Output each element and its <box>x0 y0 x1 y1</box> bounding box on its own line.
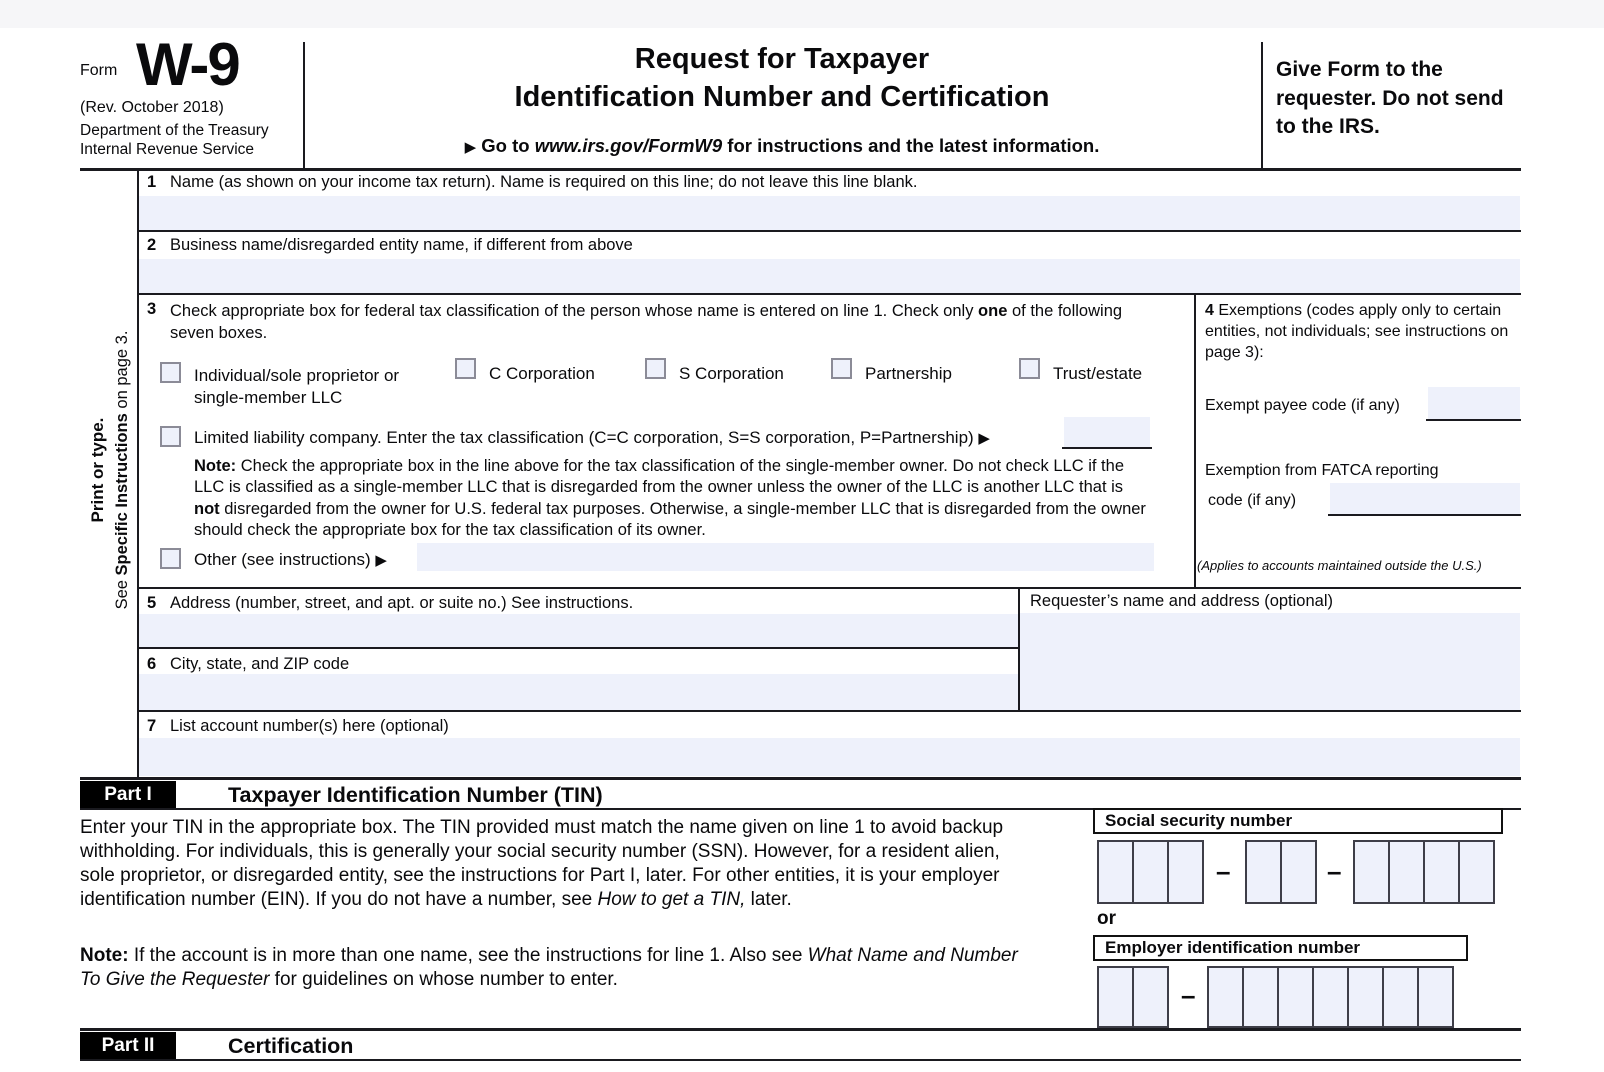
form-title-line1: Request for Taxpayer <box>634 43 930 75</box>
goto-arrow-icon: ▶ <box>464 139 477 156</box>
llc-classification-input[interactable] <box>1064 417 1150 447</box>
ssn-digit-cell[interactable] <box>1167 840 1204 904</box>
line3-label-pre: Check appropriate box for federal tax classification of the person whose name is entered on line 1. Check only <box>170 302 979 320</box>
line1-number: 1 <box>147 173 157 191</box>
llc-note-bold: Note: <box>194 457 237 475</box>
checkbox-other[interactable] <box>160 548 181 569</box>
part1-title: Taxpayer Identification Number (TIN) <box>228 783 603 807</box>
other-input[interactable] <box>417 543 1154 571</box>
checkbox-partnership[interactable] <box>831 358 852 379</box>
line7-number: 7 <box>147 717 157 735</box>
address-input[interactable] <box>139 614 1018 647</box>
line3-label-bold: one <box>978 302 1008 320</box>
line4-number: 4 <box>1205 302 1214 319</box>
checkbox-trust-estate-label: Trust/estate <box>1053 364 1143 383</box>
checkbox-s-corporation[interactable] <box>645 358 666 379</box>
ssn-dash-1: – <box>1216 856 1231 886</box>
ein-header-label: Employer identification number <box>1105 938 1361 957</box>
line7-label: List account number(s) here (optional) <box>170 717 449 735</box>
ssn-digit-cell[interactable] <box>1458 840 1495 904</box>
account-numbers-input[interactable] <box>139 738 1520 776</box>
line2-number: 2 <box>147 236 157 254</box>
ein-digit-cell[interactable] <box>1277 966 1314 1028</box>
line3-number: 3 <box>147 300 157 318</box>
llc-note <box>194 456 1149 541</box>
line5-label: Address (number, street, and apt. or suite no.) See instructions. <box>170 594 634 612</box>
part2-top-rule <box>80 1028 1521 1031</box>
ssn-digit-cell[interactable] <box>1097 840 1134 904</box>
part1-paragraph-seg2: later. <box>745 889 792 910</box>
part2-bottom-rule <box>80 1059 1521 1061</box>
checkbox-individual[interactable] <box>160 362 181 383</box>
line4-label <box>1205 300 1510 363</box>
ssn-digit-cell[interactable] <box>1280 840 1317 904</box>
form-number: W-9 <box>136 31 239 98</box>
part1-note-bold: Note: <box>80 945 129 966</box>
department-line: Department of the Treasury <box>80 122 269 139</box>
goto-pre: Go to <box>481 135 535 156</box>
line5-number: 5 <box>147 594 157 612</box>
part1-top-rule <box>80 777 1521 780</box>
line4-label-text: Exemptions (codes apply only to certain entities, not individuals; see instructions on page 3): <box>1205 302 1509 361</box>
ein-digit-cell[interactable] <box>1207 966 1244 1028</box>
ein-digit-cell[interactable] <box>1312 966 1349 1028</box>
part1-paragraph-italic: How to get a TIN, <box>597 889 746 910</box>
or-label: or <box>1097 908 1116 929</box>
sidebar-instructions-line <box>110 170 134 770</box>
exempt-payee-underline <box>1426 419 1521 421</box>
fatca-label-1: Exemption from FATCA reporting <box>1205 462 1439 479</box>
checkbox-trust-estate[interactable] <box>1019 358 1040 379</box>
business-name-input[interactable] <box>139 259 1520 293</box>
ssn-group-1 <box>1097 840 1204 904</box>
checkbox-individual-label <box>194 365 399 409</box>
part2-title: Certification <box>228 1034 354 1058</box>
line5-rule <box>137 647 1019 649</box>
line5-top-rule <box>137 587 1521 589</box>
line1-rule <box>137 230 1521 232</box>
requester-label: Requester’s name and address (optional) <box>1030 592 1333 610</box>
header-divider-right <box>1261 42 1263 170</box>
line3-label <box>170 300 1170 344</box>
requester-input[interactable] <box>1020 613 1520 710</box>
form-title-line2: Identification Number and Certification <box>514 81 1050 113</box>
ein-dash: – <box>1181 980 1196 1010</box>
llc-note-seg1: Check the appropriate box in the line above for the tax classification of the single-member owner. Do not check LLC if the LLC is classified as a single-member LLC that is disregarded from the owner unless the owner of the LLC is another LLC that is <box>194 457 1124 497</box>
other-label-text: Other (see instructions) <box>194 550 376 569</box>
part1-badge: Part I <box>80 781 176 808</box>
sidebar-specific-instructions: Specific Instructions <box>113 413 131 576</box>
ein-digit-cell[interactable] <box>1097 966 1134 1028</box>
name-input[interactable] <box>139 196 1520 230</box>
form-revision: (Rev. October 2018) <box>80 99 224 116</box>
sidebar-on-page: on page 3. <box>113 330 131 414</box>
line1-label: Name (as shown on your income tax return). Name is required on this line; do not leave this line blank. <box>170 173 918 191</box>
ssn-digit-cell[interactable] <box>1423 840 1460 904</box>
other-label <box>194 550 387 570</box>
part1-paragraph-seg1: Enter your TIN in the appropriate box. The TIN provided must match the name given on line 1 to avoid backup withholding. For individuals, this is generally your social security number (SSN). However, for a resident alien, sole proprietor, or disregarded entity, see the instructions for Part I, later. For other entities, it is your employer identification number (EIN). If you do not have a number, see <box>80 817 1004 910</box>
form-word: Form <box>80 62 118 79</box>
llc-note-bold2: not <box>194 499 220 518</box>
part1-note-seg2: for guidelines on whose number to enter. <box>269 969 618 990</box>
goto-post: for instructions and the latest information. <box>722 135 1100 156</box>
part1-note-italic: What Name and Number To Give the Requester <box>80 945 1018 990</box>
line2-rule <box>137 293 1521 295</box>
print-or-type-sidebar <box>86 170 138 770</box>
part2-badge: Part II <box>80 1032 176 1059</box>
line6-label: City, state, and ZIP code <box>170 655 350 673</box>
applies-note: (Applies to accounts maintained outside the U.S.) <box>1197 558 1482 573</box>
ssn-group-3 <box>1353 840 1495 904</box>
ein-group-2 <box>1207 966 1454 1028</box>
line6-number: 6 <box>147 655 157 673</box>
checkbox-individual-label-2: single-member LLC <box>194 388 343 407</box>
checkbox-c-corporation[interactable] <box>455 358 476 379</box>
llc-label-text: Limited liability company. Enter the tax classification (C=C corporation, S=S corporation, P=Partnership) <box>194 428 979 447</box>
line6-rule <box>137 710 1521 712</box>
ein-digit-cell[interactable] <box>1417 966 1454 1028</box>
ein-group-1 <box>1097 966 1169 1028</box>
part1-note <box>80 944 1035 992</box>
ssn-dash-2: – <box>1327 856 1342 886</box>
fatca-label-2: code (if any) <box>1208 492 1297 509</box>
line3-label-post: of the following seven boxes. <box>170 302 1123 342</box>
ein-digit-cell[interactable] <box>1347 966 1384 1028</box>
llc-note-seg2: disregarded from the owner for U.S. federal tax purposes. Otherwise, a single-member LLC that is disregarded from the owner should check the appropriate box for the tax classification of its owner. <box>194 499 1146 539</box>
ein-digit-cell[interactable] <box>1382 966 1419 1028</box>
checkbox-individual-label-1: Individual/sole proprietor or <box>194 366 400 385</box>
checkbox-llc[interactable] <box>160 426 181 447</box>
llc-arrow-icon: ▶ <box>978 430 990 447</box>
ssn-digit-cell[interactable] <box>1353 840 1390 904</box>
ssn-group-2 <box>1245 840 1317 904</box>
checkbox-partnership-label: Partnership <box>865 364 952 383</box>
exempt-payee-label: Exempt payee code (if any) <box>1205 397 1400 414</box>
line4-divider <box>1194 294 1196 588</box>
checkbox-c-corporation-label: C Corporation <box>489 364 595 383</box>
sidebar-bold-line: Print or type. <box>88 417 107 523</box>
fatca-code-input[interactable] <box>1330 483 1520 514</box>
ssn-digit-cell[interactable] <box>1388 840 1425 904</box>
header-bottom-rule <box>80 168 1521 171</box>
fatca-underline <box>1328 514 1521 516</box>
part1-paragraph <box>80 816 1030 912</box>
give-form-note: Give Form to the requester. Do not send to the IRS. <box>1276 58 1504 138</box>
llc-input-underline <box>1062 447 1152 449</box>
service-line: Internal Revenue Service <box>80 141 255 158</box>
checkbox-s-corporation-label: S Corporation <box>679 364 784 383</box>
ssn-digit-cell[interactable] <box>1245 840 1282 904</box>
ein-digit-cell[interactable] <box>1132 966 1169 1028</box>
other-arrow-icon: ▶ <box>375 552 387 569</box>
form-title <box>303 40 1261 116</box>
ssn-digit-cell[interactable] <box>1132 840 1169 904</box>
ein-digit-cell[interactable] <box>1242 966 1279 1028</box>
city-state-zip-input[interactable] <box>139 674 1018 710</box>
exempt-payee-input[interactable] <box>1428 387 1520 419</box>
top-margin-strip <box>0 0 1604 28</box>
goto-url[interactable]: www.irs.gov/FormW9 <box>534 135 723 156</box>
goto-line <box>303 135 1261 157</box>
ssn-header-label: Social security number <box>1105 811 1293 830</box>
line2-label: Business name/disregarded entity name, if different from above <box>170 236 633 254</box>
llc-label <box>194 428 990 448</box>
part1-note-seg1: If the account is in more than one name, see the instructions for line 1. Also see <box>128 945 808 966</box>
sidebar-see: See <box>113 575 131 610</box>
